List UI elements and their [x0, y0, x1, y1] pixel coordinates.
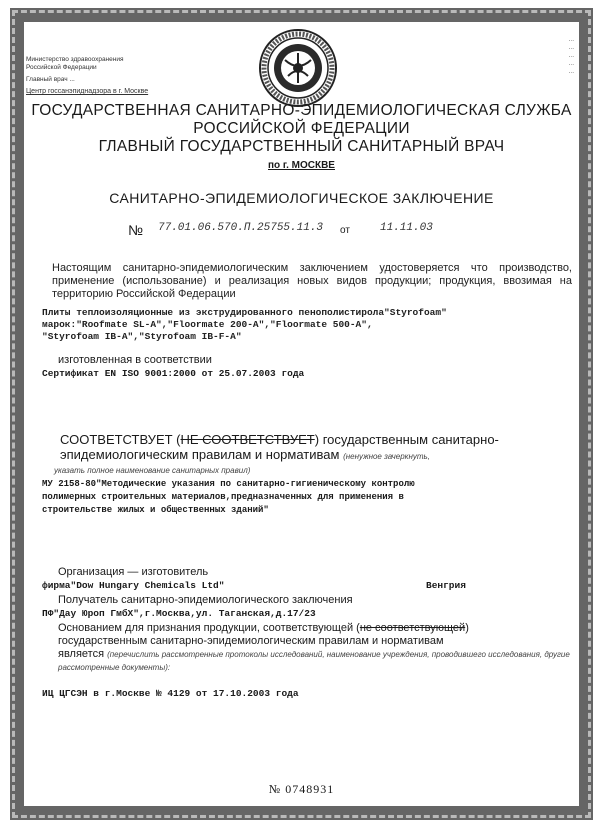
conformity-block: СООТВЕТСТВУЕТ (НЕ СООТВЕТСТВУЕТ) государственным санитарно-эпидемиологическим правилам и нормативам (ненужное зачеркнуть,: [60, 432, 499, 462]
conforms-word: СООТВЕТСТВУЕТ: [60, 432, 173, 447]
manufactured-label: изготовленная в соответствии: [58, 354, 212, 366]
product-line: Плиты теплоизоляционные из экструдированного пенополистирола"Styrofoam": [42, 307, 447, 318]
certificate-line: Сертификат EN ISO 9001:2000 от 25.07.2003 года: [42, 368, 305, 379]
title-line-2: РОССИЙСКОЙ ФЕДЕРАЦИИ: [193, 120, 410, 137]
not-conforms-struck: НЕ СООТВЕТСТВУЕТ: [180, 432, 315, 447]
basis-text: Основанием для признания продукции, соответствующей (: [58, 622, 360, 634]
rules-line: МУ 2158-80"Методические указания по санитарно-гигиеническому контролю: [42, 479, 415, 489]
header-right-line: ...: [568, 60, 574, 67]
title-line-1: ГОСУДАРСТВЕННАЯ САНИТАРНО-ЭПИДЕМИОЛОГИЧЕСКАЯ СЛУЖБА: [31, 102, 572, 119]
emblem-seal: [258, 28, 338, 108]
header-left-line: Центр госсанэпиднадзора в г. Москве: [26, 88, 149, 95]
title-line-3: ГЛАВНЫЙ ГОСУДАРСТВЕННЫЙ САНИТАРНЫЙ ВРАЧ: [98, 138, 505, 155]
intro-paragraph: Настоящим санитарно-эпидемиологическим заключением удостоверяется что производство, применение (использование) и реализация новых видов продукции; продукция, ввозимая на территорию Российской Федерации: [52, 262, 572, 300]
product-line: "Styrofoam IB-A","Styrofoam IB-F-A": [42, 331, 242, 342]
basis-line: [58, 648, 578, 674]
header-left-line: Министерство здравоохранения: [26, 56, 124, 63]
product-block: [42, 307, 577, 343]
basis-line: Основанием для признания продукции, соответствующей (не соответствующей): [58, 622, 469, 634]
header-right-line: ...: [568, 68, 574, 75]
rules-block: [42, 478, 577, 517]
basis-text: является: [58, 648, 105, 660]
rules-line: полимерных строительных материалов,предназначенных для применения в: [42, 492, 404, 502]
org-name: фирма"Dow Hungary Chemicals Ltd": [42, 580, 225, 591]
header-right: [454, 36, 574, 76]
recipient-value: ПФ"Дау Юроп ГмбХ",г.Москва,ул. Таганская,д.17/23: [42, 608, 316, 619]
number-value: 77.01.06.570.П.25755.11.3: [158, 222, 324, 234]
header-left: [26, 56, 176, 96]
doc-heading: САНИТАРНО-ЭПИДЕМИОЛОГИЧЕСКОЕ ЗАКЛЮЧЕНИЕ: [109, 190, 494, 206]
org-country: Венгрия: [426, 580, 466, 591]
number-label: №: [128, 222, 144, 238]
city-label: по г. МОСКВЕ: [268, 160, 335, 171]
header-right-line: ...: [568, 52, 574, 59]
recipient-label: Получатель санитарно-эпидемиологического заключения: [58, 594, 353, 606]
header-right-line: ...: [568, 36, 574, 43]
basis-note: (перечислить рассмотренные протоколы исследований, наименование учреждения, проводившего исследования, другие рассмотренные документы):: [58, 650, 570, 672]
conforms-rest: государственным санитарно-эпидемиологическим правилам и нормативам: [60, 432, 499, 462]
org-label: Организация — изготовитель: [58, 566, 209, 578]
date-label: от: [340, 225, 350, 236]
basis-strike: не соответствующей: [359, 622, 466, 634]
basis-document: ИЦ ЦГСЭН в г.Москве № 4129 от 17.10.2003 года: [42, 688, 299, 699]
city-line: [24, 160, 579, 171]
header-left-line: Российской Федерации: [26, 64, 97, 71]
rules-line: строительстве жилых и общественных зданий": [42, 505, 269, 515]
product-line: марок:"Roofmate SL-A","Floormate 200-A","Floormate 500-A",: [42, 319, 373, 330]
header-right-line: ...: [568, 44, 574, 51]
header-left-line: Главный врач ...: [26, 76, 75, 83]
basis-line: государственным санитарно-эпидемиологическим правилам и нормативам: [58, 635, 444, 647]
date-value: 11.11.03: [380, 222, 433, 234]
serial-number: № 0748931: [268, 782, 335, 796]
conforms-note-inline: (ненужное зачеркнуть,: [343, 452, 430, 461]
basis-block: [58, 622, 578, 674]
conforms-note: указать полное наименование санитарных правил): [54, 466, 251, 475]
document-sheet: [24, 22, 579, 806]
